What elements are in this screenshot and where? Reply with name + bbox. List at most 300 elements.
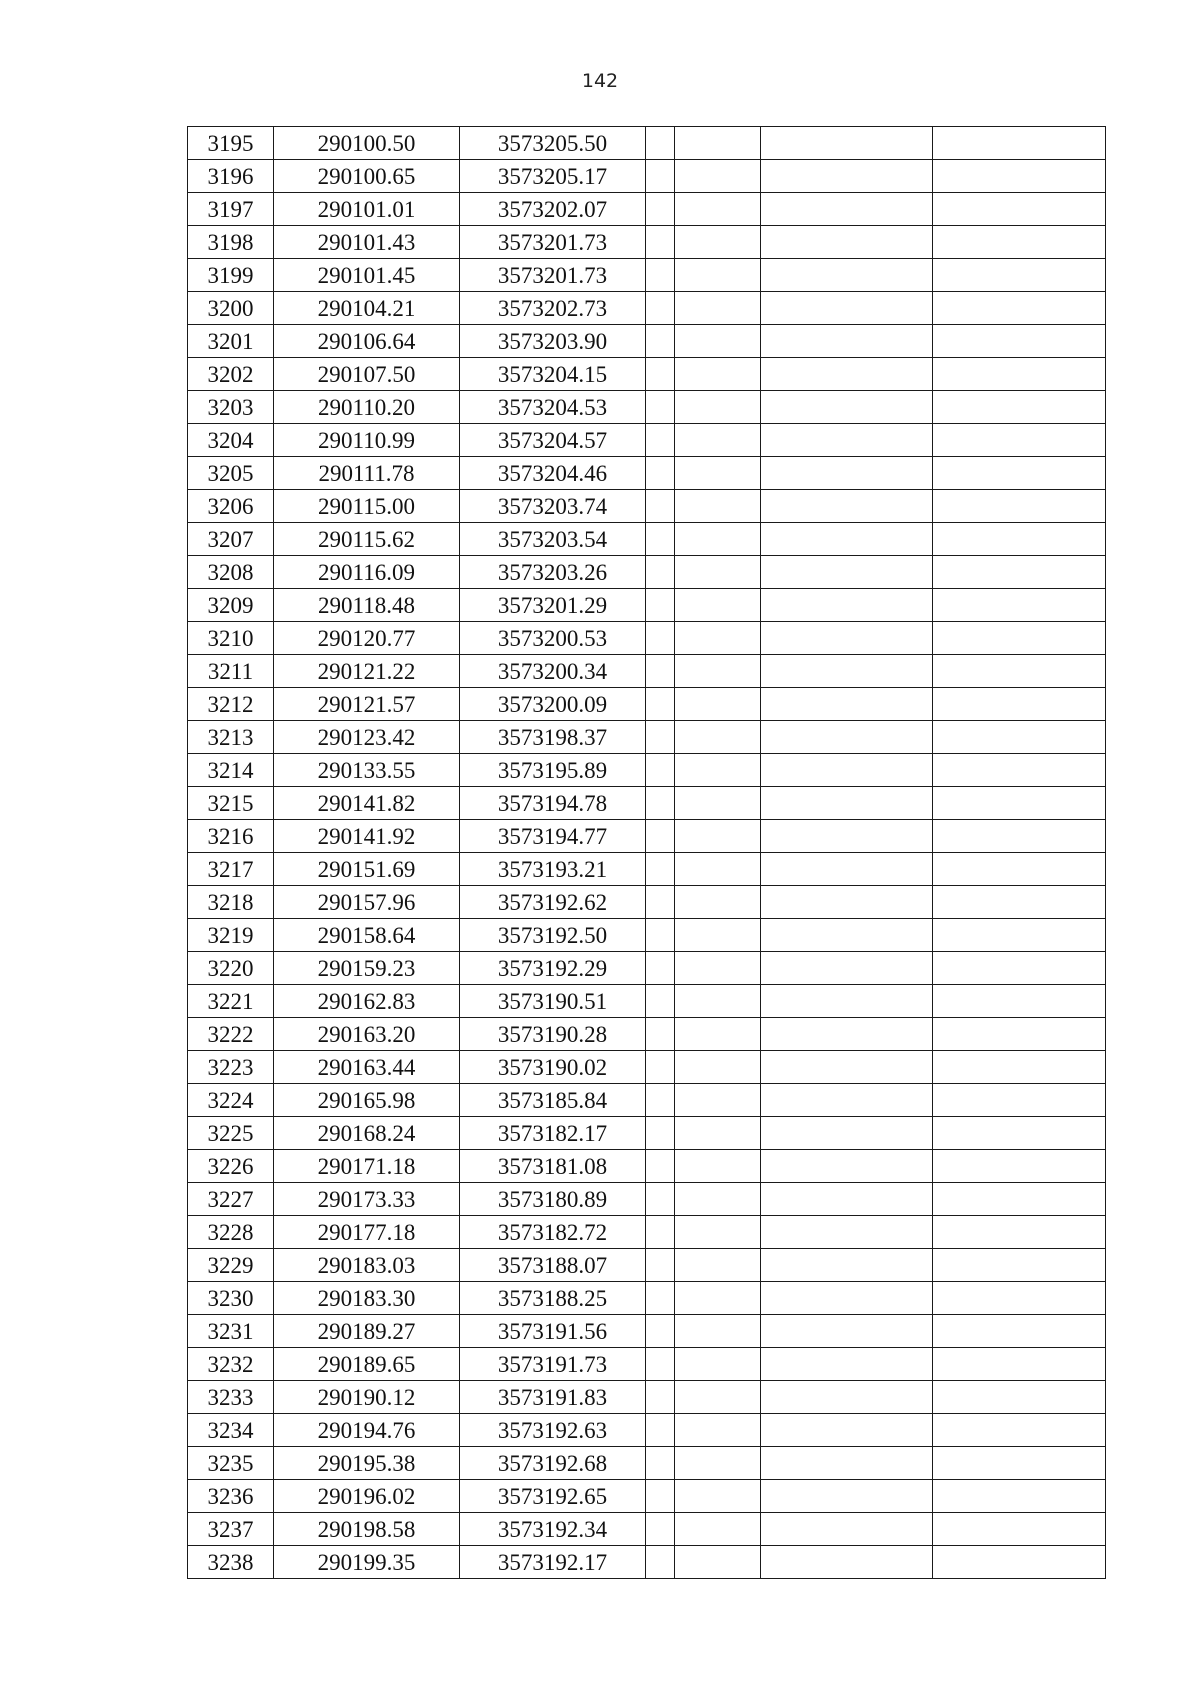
- table-row: [188, 952, 1106, 985]
- y-coordinate-cell: 3573193.21: [460, 853, 646, 886]
- empty-cell: [933, 1150, 1106, 1183]
- point-number-cell: 3210: [188, 622, 274, 655]
- empty-cell: [646, 853, 675, 886]
- empty-cell: [646, 1249, 675, 1282]
- table-body: [188, 127, 1106, 1579]
- point-number-cell: 3217: [188, 853, 274, 886]
- empty-cell: [646, 985, 675, 1018]
- point-number-cell: 3223: [188, 1051, 274, 1084]
- x-coordinate-cell: 290120.77: [274, 622, 460, 655]
- empty-cell: [646, 1084, 675, 1117]
- empty-cell: [675, 754, 761, 787]
- x-coordinate-cell: 290163.20: [274, 1018, 460, 1051]
- x-coordinate-cell: 290195.38: [274, 1447, 460, 1480]
- point-number-cell: 3207: [188, 523, 274, 556]
- point-number-cell: 3220: [188, 952, 274, 985]
- y-coordinate-cell: 3573198.37: [460, 721, 646, 754]
- empty-cell: [761, 1546, 933, 1579]
- y-coordinate-cell: 3573192.68: [460, 1447, 646, 1480]
- empty-cell: [646, 1150, 675, 1183]
- table-row: [188, 1381, 1106, 1414]
- table-row: [188, 457, 1106, 490]
- y-coordinate-cell: 3573195.89: [460, 754, 646, 787]
- empty-cell: [761, 490, 933, 523]
- point-number-cell: 3218: [188, 886, 274, 919]
- empty-cell: [646, 1447, 675, 1480]
- table-row: [188, 1249, 1106, 1282]
- y-coordinate-cell: 3573192.63: [460, 1414, 646, 1447]
- empty-cell: [761, 1249, 933, 1282]
- point-number-cell: 3228: [188, 1216, 274, 1249]
- y-coordinate-cell: 3573185.84: [460, 1084, 646, 1117]
- empty-cell: [646, 721, 675, 754]
- empty-cell: [675, 1513, 761, 1546]
- point-number-cell: 3222: [188, 1018, 274, 1051]
- point-number-cell: 3212: [188, 688, 274, 721]
- table-row: [188, 259, 1106, 292]
- y-coordinate-cell: 3573205.17: [460, 160, 646, 193]
- empty-cell: [646, 193, 675, 226]
- empty-cell: [761, 721, 933, 754]
- empty-cell: [675, 457, 761, 490]
- y-coordinate-cell: 3573202.73: [460, 292, 646, 325]
- y-coordinate-cell: 3573182.17: [460, 1117, 646, 1150]
- coordinates-table: [187, 126, 1106, 1579]
- y-coordinate-cell: 3573181.08: [460, 1150, 646, 1183]
- y-coordinate-cell: 3573192.34: [460, 1513, 646, 1546]
- empty-cell: [646, 952, 675, 985]
- empty-cell: [646, 820, 675, 853]
- table-row: [188, 523, 1106, 556]
- empty-cell: [761, 160, 933, 193]
- point-number-cell: 3208: [188, 556, 274, 589]
- point-number-cell: 3198: [188, 226, 274, 259]
- table-row: [188, 589, 1106, 622]
- x-coordinate-cell: 290158.64: [274, 919, 460, 952]
- point-number-cell: 3224: [188, 1084, 274, 1117]
- y-coordinate-cell: 3573192.17: [460, 1546, 646, 1579]
- empty-cell: [761, 1480, 933, 1513]
- y-coordinate-cell: 3573190.28: [460, 1018, 646, 1051]
- table-row: [188, 1051, 1106, 1084]
- empty-cell: [646, 754, 675, 787]
- empty-cell: [761, 391, 933, 424]
- table-row: [188, 721, 1106, 754]
- empty-cell: [933, 1414, 1106, 1447]
- y-coordinate-cell: 3573204.15: [460, 358, 646, 391]
- table-row: [188, 424, 1106, 457]
- empty-cell: [933, 1480, 1106, 1513]
- point-number-cell: 3209: [188, 589, 274, 622]
- empty-cell: [675, 1315, 761, 1348]
- empty-cell: [933, 1216, 1106, 1249]
- table-row: [188, 358, 1106, 391]
- empty-cell: [933, 358, 1106, 391]
- table-row: [188, 1216, 1106, 1249]
- table-row: [188, 1315, 1106, 1348]
- x-coordinate-cell: 290101.01: [274, 193, 460, 226]
- empty-cell: [761, 1282, 933, 1315]
- table-row: [188, 820, 1106, 853]
- empty-cell: [933, 820, 1106, 853]
- empty-cell: [933, 1051, 1106, 1084]
- empty-cell: [933, 1117, 1106, 1150]
- empty-cell: [675, 985, 761, 1018]
- x-coordinate-cell: 290194.76: [274, 1414, 460, 1447]
- y-coordinate-cell: 3573204.57: [460, 424, 646, 457]
- y-coordinate-cell: 3573201.73: [460, 259, 646, 292]
- table-row: [188, 985, 1106, 1018]
- empty-cell: [675, 622, 761, 655]
- empty-cell: [646, 556, 675, 589]
- empty-cell: [675, 589, 761, 622]
- y-coordinate-cell: 3573200.34: [460, 655, 646, 688]
- x-coordinate-cell: 290101.45: [274, 259, 460, 292]
- y-coordinate-cell: 3573200.09: [460, 688, 646, 721]
- empty-cell: [761, 1018, 933, 1051]
- empty-cell: [933, 1546, 1106, 1579]
- point-number-cell: 3202: [188, 358, 274, 391]
- x-coordinate-cell: 290111.78: [274, 457, 460, 490]
- empty-cell: [646, 1348, 675, 1381]
- empty-cell: [761, 1315, 933, 1348]
- table-row: [188, 688, 1106, 721]
- empty-cell: [761, 1447, 933, 1480]
- table-row: [188, 754, 1106, 787]
- y-coordinate-cell: 3573192.62: [460, 886, 646, 919]
- empty-cell: [646, 1513, 675, 1546]
- table-row: [188, 1117, 1106, 1150]
- table-row: [188, 655, 1106, 688]
- empty-cell: [761, 1348, 933, 1381]
- empty-cell: [675, 1117, 761, 1150]
- empty-cell: [933, 1447, 1106, 1480]
- empty-cell: [761, 424, 933, 457]
- y-coordinate-cell: 3573182.72: [460, 1216, 646, 1249]
- point-number-cell: 3205: [188, 457, 274, 490]
- empty-cell: [646, 1018, 675, 1051]
- point-number-cell: 3213: [188, 721, 274, 754]
- point-number-cell: 3236: [188, 1480, 274, 1513]
- empty-cell: [761, 1216, 933, 1249]
- table-row: [188, 193, 1106, 226]
- point-number-cell: 3199: [188, 259, 274, 292]
- empty-cell: [646, 1546, 675, 1579]
- empty-cell: [933, 1381, 1106, 1414]
- x-coordinate-cell: 290115.62: [274, 523, 460, 556]
- point-number-cell: 3235: [188, 1447, 274, 1480]
- table-row: [188, 1348, 1106, 1381]
- x-coordinate-cell: 290165.98: [274, 1084, 460, 1117]
- point-number-cell: 3230: [188, 1282, 274, 1315]
- empty-cell: [761, 193, 933, 226]
- empty-cell: [933, 754, 1106, 787]
- table-row: [188, 1480, 1106, 1513]
- y-coordinate-cell: 3573192.50: [460, 919, 646, 952]
- table-row: [188, 1414, 1106, 1447]
- x-coordinate-cell: 290199.35: [274, 1546, 460, 1579]
- empty-cell: [646, 655, 675, 688]
- empty-cell: [933, 886, 1106, 919]
- point-number-cell: 3211: [188, 655, 274, 688]
- x-coordinate-cell: 290183.30: [274, 1282, 460, 1315]
- empty-cell: [933, 259, 1106, 292]
- empty-cell: [933, 292, 1106, 325]
- y-coordinate-cell: 3573190.51: [460, 985, 646, 1018]
- empty-cell: [761, 127, 933, 160]
- empty-cell: [761, 655, 933, 688]
- empty-cell: [761, 556, 933, 589]
- empty-cell: [646, 787, 675, 820]
- empty-cell: [761, 259, 933, 292]
- empty-cell: [933, 1249, 1106, 1282]
- table-row: [188, 226, 1106, 259]
- x-coordinate-cell: 290141.92: [274, 820, 460, 853]
- table-row: [188, 556, 1106, 589]
- empty-cell: [761, 1117, 933, 1150]
- empty-cell: [761, 1414, 933, 1447]
- empty-cell: [933, 1513, 1106, 1546]
- empty-cell: [675, 919, 761, 952]
- empty-cell: [675, 820, 761, 853]
- empty-cell: [761, 820, 933, 853]
- empty-cell: [675, 886, 761, 919]
- point-number-cell: 3200: [188, 292, 274, 325]
- empty-cell: [675, 424, 761, 457]
- empty-cell: [933, 325, 1106, 358]
- empty-cell: [646, 391, 675, 424]
- empty-cell: [933, 193, 1106, 226]
- table-row: [188, 1447, 1106, 1480]
- x-coordinate-cell: 290123.42: [274, 721, 460, 754]
- y-coordinate-cell: 3573194.78: [460, 787, 646, 820]
- empty-cell: [646, 1480, 675, 1513]
- y-coordinate-cell: 3573191.83: [460, 1381, 646, 1414]
- empty-cell: [761, 952, 933, 985]
- empty-cell: [675, 1381, 761, 1414]
- empty-cell: [675, 1249, 761, 1282]
- y-coordinate-cell: 3573205.50: [460, 127, 646, 160]
- empty-cell: [933, 391, 1106, 424]
- empty-cell: [675, 787, 761, 820]
- table-row: [188, 391, 1106, 424]
- y-coordinate-cell: 3573203.26: [460, 556, 646, 589]
- empty-cell: [933, 457, 1106, 490]
- table-row: [188, 1018, 1106, 1051]
- empty-cell: [761, 1051, 933, 1084]
- y-coordinate-cell: 3573191.73: [460, 1348, 646, 1381]
- empty-cell: [675, 1348, 761, 1381]
- empty-cell: [761, 919, 933, 952]
- empty-cell: [933, 1315, 1106, 1348]
- x-coordinate-cell: 290190.12: [274, 1381, 460, 1414]
- x-coordinate-cell: 290189.65: [274, 1348, 460, 1381]
- table-row: [188, 787, 1106, 820]
- point-number-cell: 3204: [188, 424, 274, 457]
- empty-cell: [646, 1117, 675, 1150]
- y-coordinate-cell: 3573203.90: [460, 325, 646, 358]
- point-number-cell: 3225: [188, 1117, 274, 1150]
- empty-cell: [933, 655, 1106, 688]
- empty-cell: [675, 523, 761, 556]
- empty-cell: [761, 325, 933, 358]
- empty-cell: [646, 127, 675, 160]
- empty-cell: [646, 292, 675, 325]
- y-coordinate-cell: 3573203.54: [460, 523, 646, 556]
- empty-cell: [675, 490, 761, 523]
- x-coordinate-cell: 290159.23: [274, 952, 460, 985]
- empty-cell: [761, 523, 933, 556]
- y-coordinate-cell: 3573188.07: [460, 1249, 646, 1282]
- empty-cell: [761, 1513, 933, 1546]
- empty-cell: [675, 391, 761, 424]
- empty-cell: [761, 754, 933, 787]
- x-coordinate-cell: 290100.50: [274, 127, 460, 160]
- empty-cell: [646, 1381, 675, 1414]
- empty-cell: [646, 490, 675, 523]
- empty-cell: [761, 457, 933, 490]
- empty-cell: [761, 622, 933, 655]
- table-row: [188, 1282, 1106, 1315]
- table-row: [188, 919, 1106, 952]
- empty-cell: [675, 556, 761, 589]
- empty-cell: [933, 622, 1106, 655]
- empty-cell: [933, 1282, 1106, 1315]
- y-coordinate-cell: 3573202.07: [460, 193, 646, 226]
- empty-cell: [646, 1183, 675, 1216]
- empty-cell: [933, 226, 1106, 259]
- empty-cell: [933, 919, 1106, 952]
- table-row: [188, 1546, 1106, 1579]
- x-coordinate-cell: 290133.55: [274, 754, 460, 787]
- empty-cell: [675, 127, 761, 160]
- point-number-cell: 3201: [188, 325, 274, 358]
- empty-cell: [646, 523, 675, 556]
- empty-cell: [761, 985, 933, 1018]
- empty-cell: [675, 193, 761, 226]
- empty-cell: [933, 1018, 1106, 1051]
- empty-cell: [933, 589, 1106, 622]
- empty-cell: [761, 1084, 933, 1117]
- empty-cell: [761, 1381, 933, 1414]
- empty-cell: [761, 1183, 933, 1216]
- x-coordinate-cell: 290196.02: [274, 1480, 460, 1513]
- point-number-cell: 3195: [188, 127, 274, 160]
- empty-cell: [761, 853, 933, 886]
- empty-cell: [933, 1183, 1106, 1216]
- x-coordinate-cell: 290183.03: [274, 1249, 460, 1282]
- empty-cell: [761, 1150, 933, 1183]
- point-number-cell: 3233: [188, 1381, 274, 1414]
- empty-cell: [646, 1216, 675, 1249]
- point-number-cell: 3196: [188, 160, 274, 193]
- point-number-cell: 3231: [188, 1315, 274, 1348]
- y-coordinate-cell: 3573203.74: [460, 490, 646, 523]
- empty-cell: [933, 523, 1106, 556]
- empty-cell: [646, 1315, 675, 1348]
- x-coordinate-cell: 290157.96: [274, 886, 460, 919]
- x-coordinate-cell: 290189.27: [274, 1315, 460, 1348]
- y-coordinate-cell: 3573192.65: [460, 1480, 646, 1513]
- x-coordinate-cell: 290171.18: [274, 1150, 460, 1183]
- x-coordinate-cell: 290121.22: [274, 655, 460, 688]
- x-coordinate-cell: 290110.99: [274, 424, 460, 457]
- x-coordinate-cell: 290106.64: [274, 325, 460, 358]
- point-number-cell: 3219: [188, 919, 274, 952]
- table-row: [188, 325, 1106, 358]
- table-row: [188, 490, 1106, 523]
- empty-cell: [646, 160, 675, 193]
- y-coordinate-cell: 3573192.29: [460, 952, 646, 985]
- point-number-cell: 3214: [188, 754, 274, 787]
- empty-cell: [675, 688, 761, 721]
- empty-cell: [675, 358, 761, 391]
- point-number-cell: 3197: [188, 193, 274, 226]
- point-number-cell: 3234: [188, 1414, 274, 1447]
- table-row: [188, 1183, 1106, 1216]
- x-coordinate-cell: 290107.50: [274, 358, 460, 391]
- empty-cell: [675, 952, 761, 985]
- empty-cell: [933, 490, 1106, 523]
- empty-cell: [675, 1447, 761, 1480]
- y-coordinate-cell: 3573191.56: [460, 1315, 646, 1348]
- table-row: [188, 853, 1106, 886]
- x-coordinate-cell: 290141.82: [274, 787, 460, 820]
- x-coordinate-cell: 290100.65: [274, 160, 460, 193]
- point-number-cell: 3215: [188, 787, 274, 820]
- empty-cell: [675, 1084, 761, 1117]
- empty-cell: [646, 1414, 675, 1447]
- empty-cell: [761, 589, 933, 622]
- point-number-cell: 3221: [188, 985, 274, 1018]
- empty-cell: [646, 1051, 675, 1084]
- empty-cell: [646, 358, 675, 391]
- point-number-cell: 3238: [188, 1546, 274, 1579]
- x-coordinate-cell: 290177.18: [274, 1216, 460, 1249]
- point-number-cell: 3229: [188, 1249, 274, 1282]
- empty-cell: [761, 292, 933, 325]
- x-coordinate-cell: 290116.09: [274, 556, 460, 589]
- table-row: [188, 1513, 1106, 1546]
- empty-cell: [675, 292, 761, 325]
- empty-cell: [646, 886, 675, 919]
- y-coordinate-cell: 3573204.46: [460, 457, 646, 490]
- page-number: 142: [581, 70, 619, 92]
- empty-cell: [933, 853, 1106, 886]
- point-number-cell: 3226: [188, 1150, 274, 1183]
- point-number-cell: 3227: [188, 1183, 274, 1216]
- x-coordinate-cell: 290121.57: [274, 688, 460, 721]
- y-coordinate-cell: 3573188.25: [460, 1282, 646, 1315]
- empty-cell: [675, 226, 761, 259]
- table-row: [188, 127, 1106, 160]
- y-coordinate-cell: 3573201.73: [460, 226, 646, 259]
- x-coordinate-cell: 290115.00: [274, 490, 460, 523]
- empty-cell: [646, 325, 675, 358]
- empty-cell: [675, 259, 761, 292]
- empty-cell: [761, 358, 933, 391]
- empty-cell: [675, 1018, 761, 1051]
- empty-cell: [933, 556, 1106, 589]
- empty-cell: [675, 853, 761, 886]
- y-coordinate-cell: 3573200.53: [460, 622, 646, 655]
- x-coordinate-cell: 290162.83: [274, 985, 460, 1018]
- empty-cell: [933, 952, 1106, 985]
- table-row: [188, 1150, 1106, 1183]
- empty-cell: [675, 1183, 761, 1216]
- point-number-cell: 3203: [188, 391, 274, 424]
- empty-cell: [933, 985, 1106, 1018]
